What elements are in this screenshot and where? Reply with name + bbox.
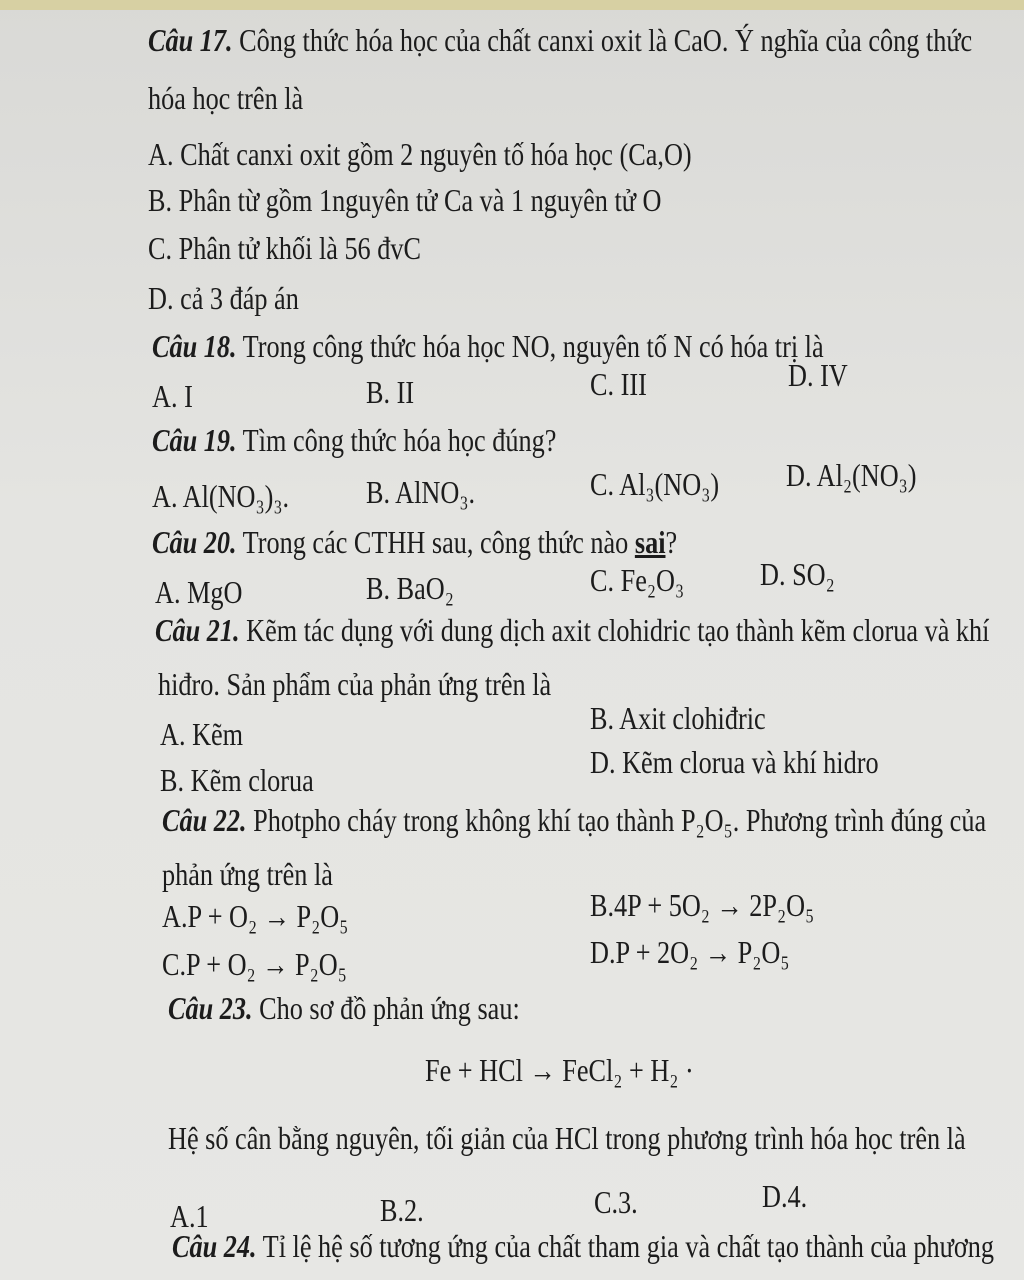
q18-option-d: D. IV — [788, 357, 848, 393]
q22-stem-1: Photpho cháy trong không khí tạo thành P₂O₅. Phương trình đúng của — [253, 802, 987, 838]
q20-stem-emphasis: sai — [634, 524, 666, 560]
q17-stem-line1 — [148, 20, 972, 60]
q17-stem-2: hóa học trên là — [148, 80, 304, 116]
q17-option-a: A. Chất canxi oxit gồm 2 nguyên tố hóa học (Ca,O) — [148, 136, 692, 172]
q20-stem: Trong các CTHH sau, công thức nào — [242, 524, 629, 560]
q21-stem-1: Kẽm tác dụng với dung dịch axit clohidric tạo thành kẽm clorua và khí — [246, 612, 990, 648]
q22-option-d: D.P + 2O₂ → P₂O₅ — [590, 934, 790, 970]
q21-stem-2: hiđro. Sản phẩm của phản ứng trên là — [158, 666, 552, 702]
q23-stem-line — [168, 988, 520, 1028]
q24-stem: Tỉ lệ hệ số tương ứng của chất tham gia và chất tạo thành của phương — [262, 1228, 994, 1264]
q17-option-b: B. Phân từ gồm 1nguyên tử Ca và 1 nguyên tử O — [148, 182, 662, 218]
q17-stem-1: Công thức hóa học của chất canxi oxit là CaO. Ý nghĩa của công thức — [239, 22, 973, 58]
q19-stem: Tìm công thức hóa học đúng? — [242, 422, 557, 458]
q23-option-a: A.1 — [170, 1198, 209, 1234]
q18-option-a: A. I — [152, 378, 193, 414]
q18-option-c: C. III — [590, 366, 647, 402]
q23-equation: Fe + HCl → FeCl₂ + H₂ · — [425, 1052, 694, 1088]
q19-option-d: D. Al₂(NO₃) — [786, 457, 917, 493]
q21-option-b-right: B. Axit clohiđric — [590, 700, 766, 736]
q18-option-b: B. II — [366, 374, 415, 410]
q22-stem-2: phản ứng trên là — [162, 856, 333, 892]
q23-option-b: B.2. — [380, 1192, 424, 1228]
q17-label: Câu 17. — [148, 22, 233, 58]
q18-label: Câu 18. — [152, 328, 237, 364]
q21-stem-line1 — [155, 610, 989, 650]
q20-option-d: D. SO₂ — [760, 556, 835, 592]
q18-stem: Trong công thức hóa học NO, nguyên tố N có hóa trị là — [242, 328, 824, 364]
q22-option-a: A.P + O₂ → P₂O₅ — [162, 898, 349, 934]
q23-option-d: D.4. — [762, 1178, 808, 1214]
q20-stem-end: ? — [665, 524, 678, 560]
q22-stem-line1 — [162, 800, 986, 840]
q23-question: Hệ số cân bằng nguyên, tối giản của HCl trong phương trình hóa học trên là — [168, 1120, 966, 1156]
q23-label: Câu 23. — [168, 990, 253, 1026]
q24-label: Câu 24. — [172, 1228, 257, 1264]
q20-option-c: C. Fe₂O₃ — [590, 562, 685, 598]
q22-option-b: B.4P + 5O₂ → 2P₂O₅ — [590, 887, 815, 923]
q22-option-c: C.P + O₂ → P₂O₅ — [162, 946, 347, 982]
q20-option-b: B. BaO₂ — [366, 570, 454, 606]
q19-option-b: B. AlNO₃. — [366, 474, 476, 510]
q19-option-c: C. Al₃(NO₃) — [590, 466, 720, 502]
q17-option-c: C. Phân tử khối là 56 đvC — [148, 230, 421, 266]
q20-stem-line — [152, 522, 677, 562]
q22-label: Câu 22. — [162, 802, 247, 838]
q20-option-a: A. MgO — [155, 574, 243, 610]
q20-label: Câu 20. — [152, 524, 237, 560]
q18-stem-line — [152, 326, 824, 366]
q23-option-c: C.3. — [594, 1184, 638, 1220]
q19-label: Câu 19. — [152, 422, 237, 458]
q19-option-a: A. Al(NO₃)₃. — [152, 478, 290, 514]
q17-option-d: D. cả 3 đáp án — [148, 280, 299, 316]
q21-label: Câu 21. — [155, 612, 240, 648]
q21-option-a: A. Kẽm — [160, 716, 244, 752]
q19-stem-line — [152, 420, 556, 460]
q24-stem-line — [172, 1226, 994, 1266]
q21-option-d: D. Kẽm clorua và khí hidro — [590, 744, 879, 780]
q21-option-b-left: B. Kẽm clorua — [160, 762, 314, 798]
q23-stem: Cho sơ đồ phản ứng sau: — [259, 990, 520, 1026]
